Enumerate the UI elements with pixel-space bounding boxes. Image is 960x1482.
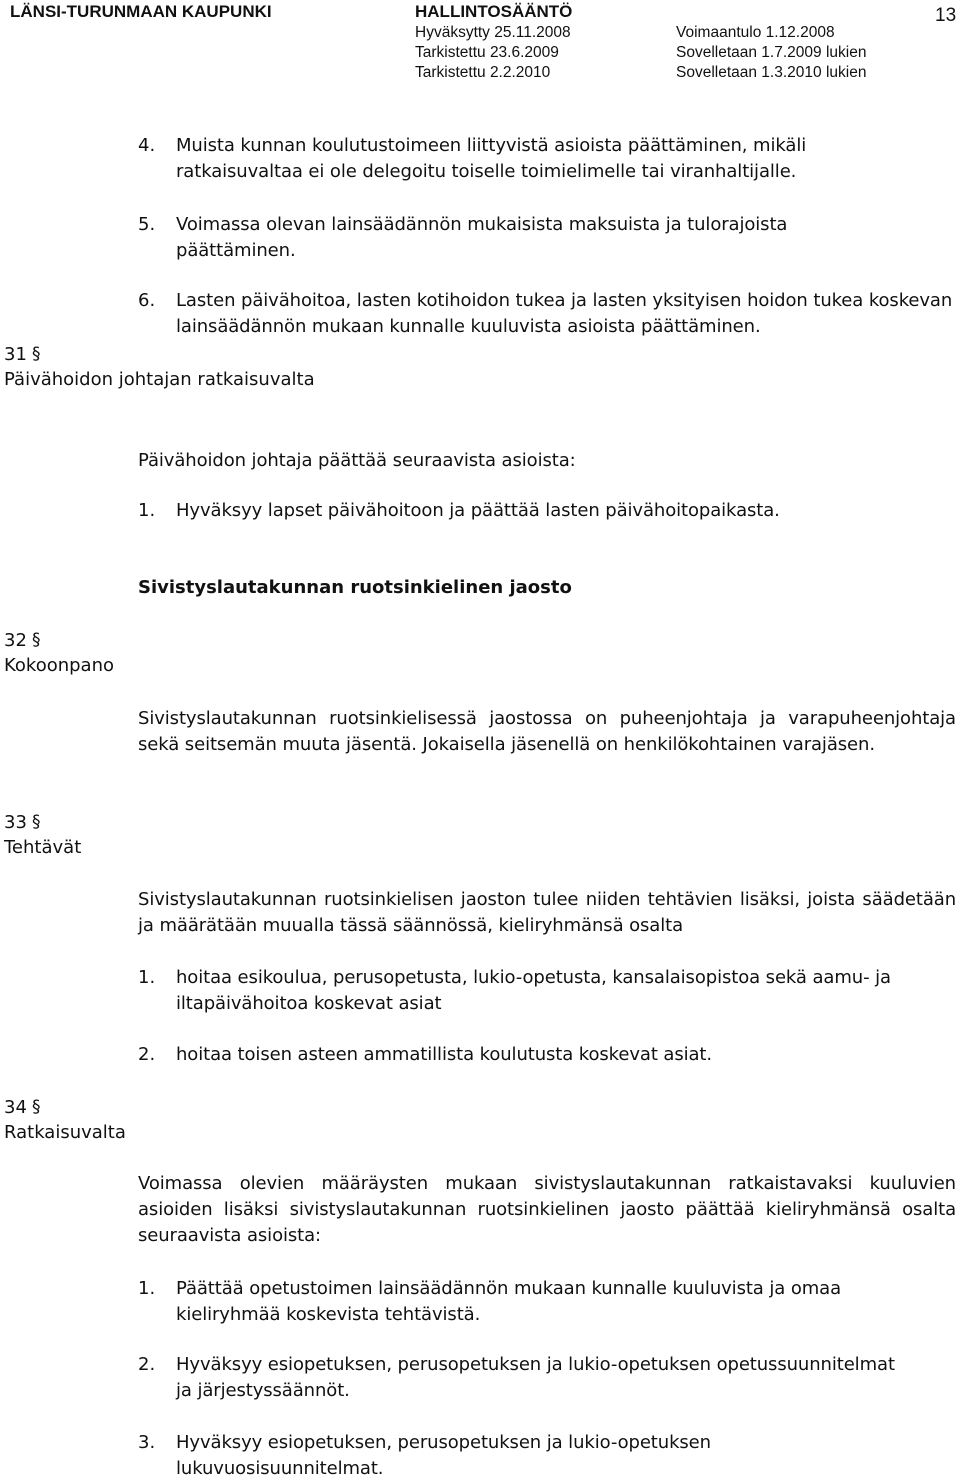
list-item: Voimassa olevan lainsäädännön mukaisista maksuista ja tulorajoista päättäminen. (176, 214, 788, 261)
paragraph: Päivähoidon johtaja päättää seuraavista asioista: (138, 450, 576, 471)
list-item-number: 1. (138, 967, 156, 988)
svg-text:§: § (31, 630, 41, 649)
list-item-number: 4. (138, 135, 156, 156)
checked-date-1: Tarkistettu 23.6.2009 (415, 44, 559, 61)
approved-date: Hyväksytty 25.11.2008 (415, 24, 571, 41)
section-32-label (4, 628, 114, 678)
section-sign-icon (31, 1096, 45, 1116)
list-item-number: 5. (138, 214, 156, 235)
section-number: 32 (4, 630, 27, 651)
section-33-label (4, 810, 81, 860)
paragraph: Voimassa olevien määräysten mukaan sivistyslautakunnan ratkaistavaksi kuuluvien asioiden lisäksi sivistyslautakunnan ruotsinkielinen jaosto päättää kieliryhmänsä osalta seuraavista asioista: (138, 1173, 956, 1246)
organization-name: LÄNSI-TURUNMAAN KAUPUNKI (10, 2, 272, 21)
list-item-number: 3. (138, 1432, 156, 1453)
list-item: Muista kunnan koulutustoimeen liittyvistä asioista päättäminen, mikäli ratkaisuvaltaa ei ole delegoitu toiselle toimielimelle tai viranhaltijalle. (176, 135, 807, 182)
svg-text:§: § (31, 812, 41, 831)
svg-text:§: § (31, 1097, 41, 1116)
list-item: Hyväksyy esiopetuksen, perusopetuksen ja lukio-opetuksen opetussuunnitelmat ja järjestyssäännöt. (176, 1354, 895, 1401)
section-sign-icon (31, 811, 45, 831)
applied-date-1: Sovelletaan 1.7.2009 lukien (676, 44, 867, 61)
checked-date-2: Tarkistettu 2.2.2010 (415, 64, 551, 81)
section-sign-icon (31, 343, 45, 363)
section-number: 33 (4, 812, 27, 833)
list-item: Päättää opetustoimen lainsäädännön mukaan kunnalle kuuluvista ja omaa kieliryhmää koskevista tehtävistä. (176, 1278, 842, 1325)
list-item: Lasten päivähoitoa, lasten kotihoidon tukea ja lasten yksityisen hoidon tukea koskevan lainsäädännön mukaan kunnalle kuuluvista asioista päättäminen. (176, 290, 953, 337)
section-34-label (4, 1095, 126, 1145)
applied-date-2: Sovelletaan 1.3.2010 lukien (676, 64, 867, 81)
section-sign-icon (31, 629, 45, 649)
section-title: Kokoonpano (4, 655, 115, 676)
list-item: hoitaa toisen asteen ammatillista koulutusta koskevat asiat. (176, 1044, 713, 1065)
list-item: hoitaa esikoulua, perusopetusta, lukio-opetusta, kansalaisopistoa sekä aamu- ja iltapäivähoitoa koskevat asiat (176, 967, 891, 1014)
svg-text:§: § (31, 344, 41, 363)
list-item: Hyväksyy esiopetuksen, perusopetuksen ja lukio-opetuksen lukuvuosisuunnitelmat. (176, 1432, 711, 1479)
section-31-label (4, 342, 315, 392)
page-number: 13 (935, 5, 957, 26)
list-item-number: 6. (138, 290, 156, 311)
section-title: Tehtävät (4, 837, 82, 858)
list-item-number: 2. (138, 1354, 156, 1375)
section-title: Päivähoidon johtajan ratkaisuvalta (4, 369, 315, 390)
section-number: 31 (4, 344, 27, 365)
list-item-number: 1. (138, 1278, 156, 1299)
list-item-number: 2. (138, 1044, 156, 1065)
paragraph: Sivistyslautakunnan ruotsinkielisen jaoston tulee niiden tehtävien lisäksi, joista säädetään ja määrätään muualla tässä säännössä, kieliryhmänsä osalta (138, 889, 956, 936)
document-header (0, 0, 960, 90)
document-title: HALLINTOSÄÄNTÖ (415, 2, 573, 21)
paragraph: Sivistyslautakunnan ruotsinkielisessä jaostossa on puheenjohtaja ja varapuheenjohtaja sekä seitsemän muuta jäsentä. Jokaisella jäsenellä on henkilökohtainen varajäsen. (138, 708, 956, 755)
section-title: Ratkaisuvalta (4, 1122, 126, 1143)
division-heading: Sivistyslautakunnan ruotsinkielinen jaosto (138, 577, 572, 598)
effective-date: Voimaantulo 1.12.2008 (676, 24, 835, 41)
list-item-number: 1. (138, 500, 156, 521)
section-number: 34 (4, 1097, 27, 1118)
list-item: Hyväksyy lapset päivähoitoon ja päättää lasten päivähoitopaikasta. (176, 500, 780, 521)
